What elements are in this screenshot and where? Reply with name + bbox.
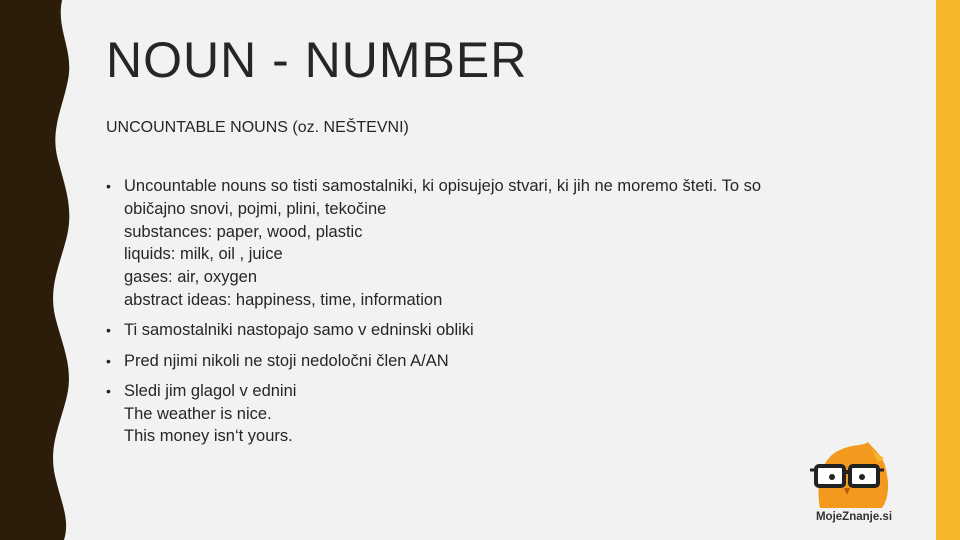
bullet-line: Uncountable nouns so tisti samostalniki, ki opisujejo stvari, ki jih ne moremo šteti. To so xyxy=(124,177,762,195)
bullet-line: Sledi jim glagol v ednini xyxy=(124,381,297,400)
bullet-line: običajno snovi, pojmi, plini, tekočine xyxy=(124,199,387,218)
bullet-icon: • xyxy=(106,352,111,369)
bullet-icon: • xyxy=(106,178,111,194)
owl-with-glasses-icon xyxy=(806,440,902,512)
logo-text: MojeZnanje.si xyxy=(815,511,893,523)
slide-title: NOUN - NUMBER xyxy=(106,32,528,88)
bullet-line: Ti samostalniki nastopajo samo v edninski obliki xyxy=(124,321,474,340)
left-decorative-band xyxy=(0,0,80,540)
bullet-line: This money isn‘t yours. xyxy=(124,427,293,446)
bullet-line: gases: air, oxygen xyxy=(124,268,257,287)
bullet-line: Pred njimi nikoli ne stoji nedoločni člen A/AN xyxy=(124,351,449,370)
bullet-item xyxy=(106,350,906,373)
bullet-icon: • xyxy=(106,382,111,399)
bullet-line: substances: paper, wood, plastic xyxy=(124,222,363,241)
bullet-item xyxy=(106,319,906,342)
bullet-item xyxy=(106,175,906,312)
bullet-line: liquids: milk, oil , juice xyxy=(124,245,283,264)
bullet-list xyxy=(106,175,906,456)
bullet-line: The weather is nice. xyxy=(124,404,272,423)
mojeznanje-logo xyxy=(806,440,902,532)
bullet-line: abstract ideas: happiness, time, information xyxy=(124,290,443,309)
bullet-icon: • xyxy=(106,322,111,339)
right-accent-bar xyxy=(936,0,960,540)
slide-subtitle: UNCOUNTABLE NOUNS (oz. NEŠTEVNI) xyxy=(106,119,409,136)
bullet-item xyxy=(106,380,906,448)
